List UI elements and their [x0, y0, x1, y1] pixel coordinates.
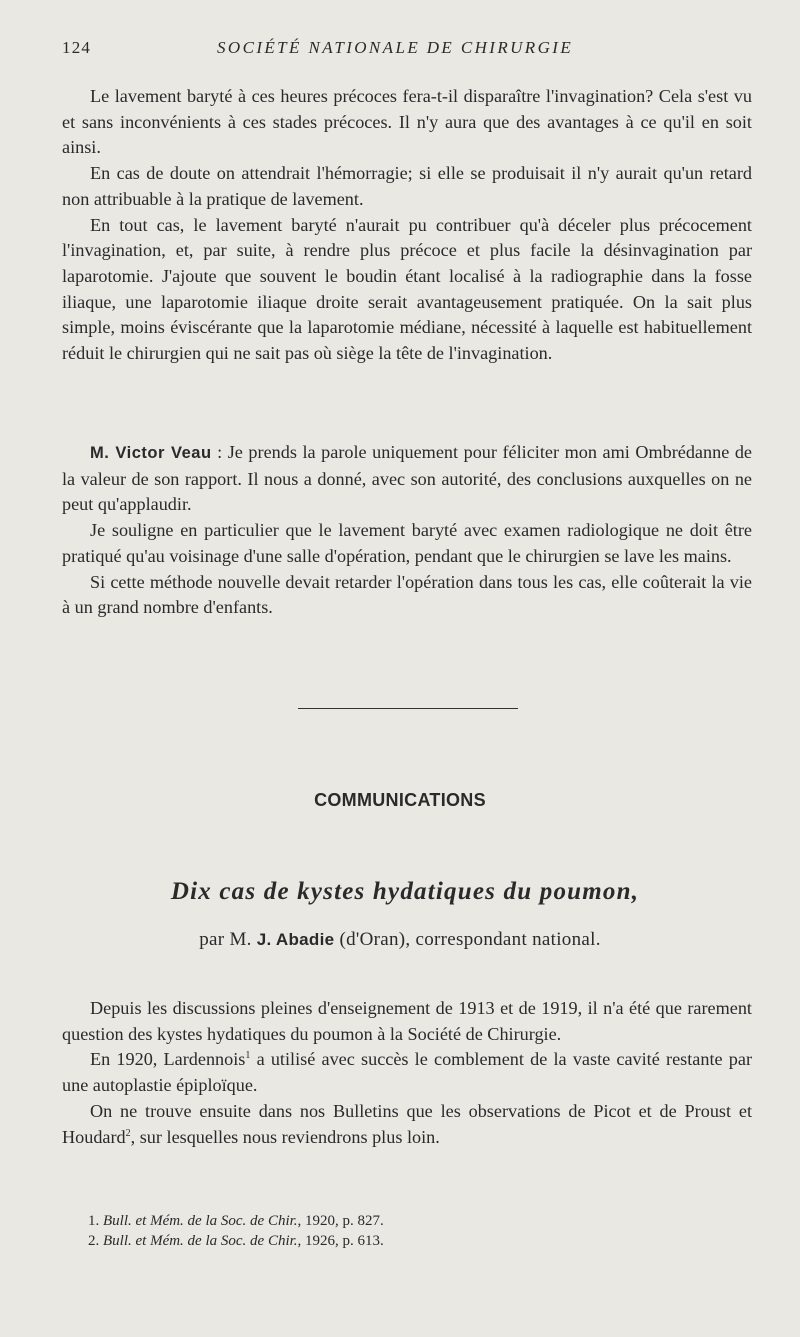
discussion-text	[62, 84, 752, 367]
text-run: On ne trouve ensuite dans nos Bulletins que les observations de Picot et de Proust et Houdard	[62, 1100, 752, 1147]
footnote-ref: 1	[245, 1050, 251, 1062]
text-run: a utilisé avec succès le comblement de la vaste cavité restante par une autoplastie épiploïque.	[62, 1049, 752, 1096]
footnote-source: Bull. et Mém. de la Soc. de Chir.	[103, 1213, 298, 1229]
footnote-ref-text: , 1920, p. 827.	[297, 1213, 384, 1229]
footnote	[88, 1231, 608, 1251]
footnote	[88, 1211, 608, 1231]
veau-intervention	[62, 440, 752, 621]
text-run: En 1920, Lardennois	[90, 1049, 246, 1070]
footnotes	[88, 1211, 608, 1251]
footnote-source: Bull. et Mém. de la Soc. de Chir.	[103, 1233, 298, 1249]
paragraph: Le lavement baryté à ces heures précoces fera-t-il disparaître l'invagination? Cela s'est vu et sans inconvénients à ces stades précoces. Il n'y aura que des avantages à ce qu'il en soit ainsi.	[62, 86, 752, 158]
footnote-ref: 2	[125, 1127, 131, 1139]
speaker-name: M. Victor Veau	[90, 444, 212, 462]
footnote-number: 1.	[88, 1213, 100, 1229]
text-run: , sur lesquelles nous reviendrons plus loin.	[130, 1126, 440, 1147]
footnote-number: 2.	[88, 1233, 100, 1249]
speaker-text: : Je prends la parole uniquement pour féliciter mon ami Ombrédanne de la valeur de son rapport. Il nous a donné, avec son autorité, des conclusions auxquelles on ne peut qu'applaudir.	[62, 442, 752, 515]
byline	[0, 929, 800, 951]
page-number: 124	[62, 38, 92, 57]
paragraph: En cas de doute on attendrait l'hémorragie; si elle se produisait il n'y aurait qu'un retard non attribuable à la pratique de lavement.	[62, 163, 752, 209]
running-head	[62, 38, 762, 64]
paragraph	[62, 1099, 752, 1150]
paragraph: Si cette méthode nouvelle devait retarder l'opération dans tous les cas, elle coûterait la vie à un grand nombre d'enfants.	[62, 571, 752, 618]
article-body	[62, 996, 752, 1150]
byline-prefix: par M.	[199, 929, 257, 950]
paragraph: Depuis les discussions pleines d'enseignement de 1913 et de 1919, il n'a été que rarement question des kystes hydatiques du poumon à la Société de Chirurgie.	[62, 998, 752, 1044]
paragraph: En tout cas, le lavement baryté n'aurait pu contribuer qu'à déceler plus précocement l'invagination, et, par suite, à rendre plus précoce et plus facile la désinvagination par laparotomie. J'ajoute que souvent le boudin étant localisé à la radiographie dans la fosse iliaque, une laparotomie iliaque droite serait avantageusement pratiquée. On la sait plus simple, moins éviscérante que la laparotomie médiane, nécessité à laquelle est habituellement réduit le chirurgien qui ne sait pas où siège la tête de l'invagination.	[62, 214, 752, 364]
byline-suffix: (d'Oran), correspondant national.	[334, 929, 601, 950]
author-name: J. Abadie	[256, 930, 335, 949]
running-title: SOCIÉTÉ NATIONALE DE CHIRURGIE	[217, 38, 574, 57]
paragraph	[62, 440, 752, 518]
footnote-ref-text: , 1926, p. 613.	[297, 1233, 384, 1249]
paragraph: Je souligne en particulier que le lavement baryté avec examen radiologique ne doit être pratiqué qu'au voisinage d'une salle d'opération, pendant que le chirurgien se lave les mains.	[62, 520, 752, 566]
section-divider	[298, 708, 518, 709]
paragraph	[62, 1047, 752, 1098]
article-title: Dix cas de kystes hydatiques du poumon,	[170, 878, 640, 905]
section-title: COMMUNICATIONS	[314, 790, 486, 810]
